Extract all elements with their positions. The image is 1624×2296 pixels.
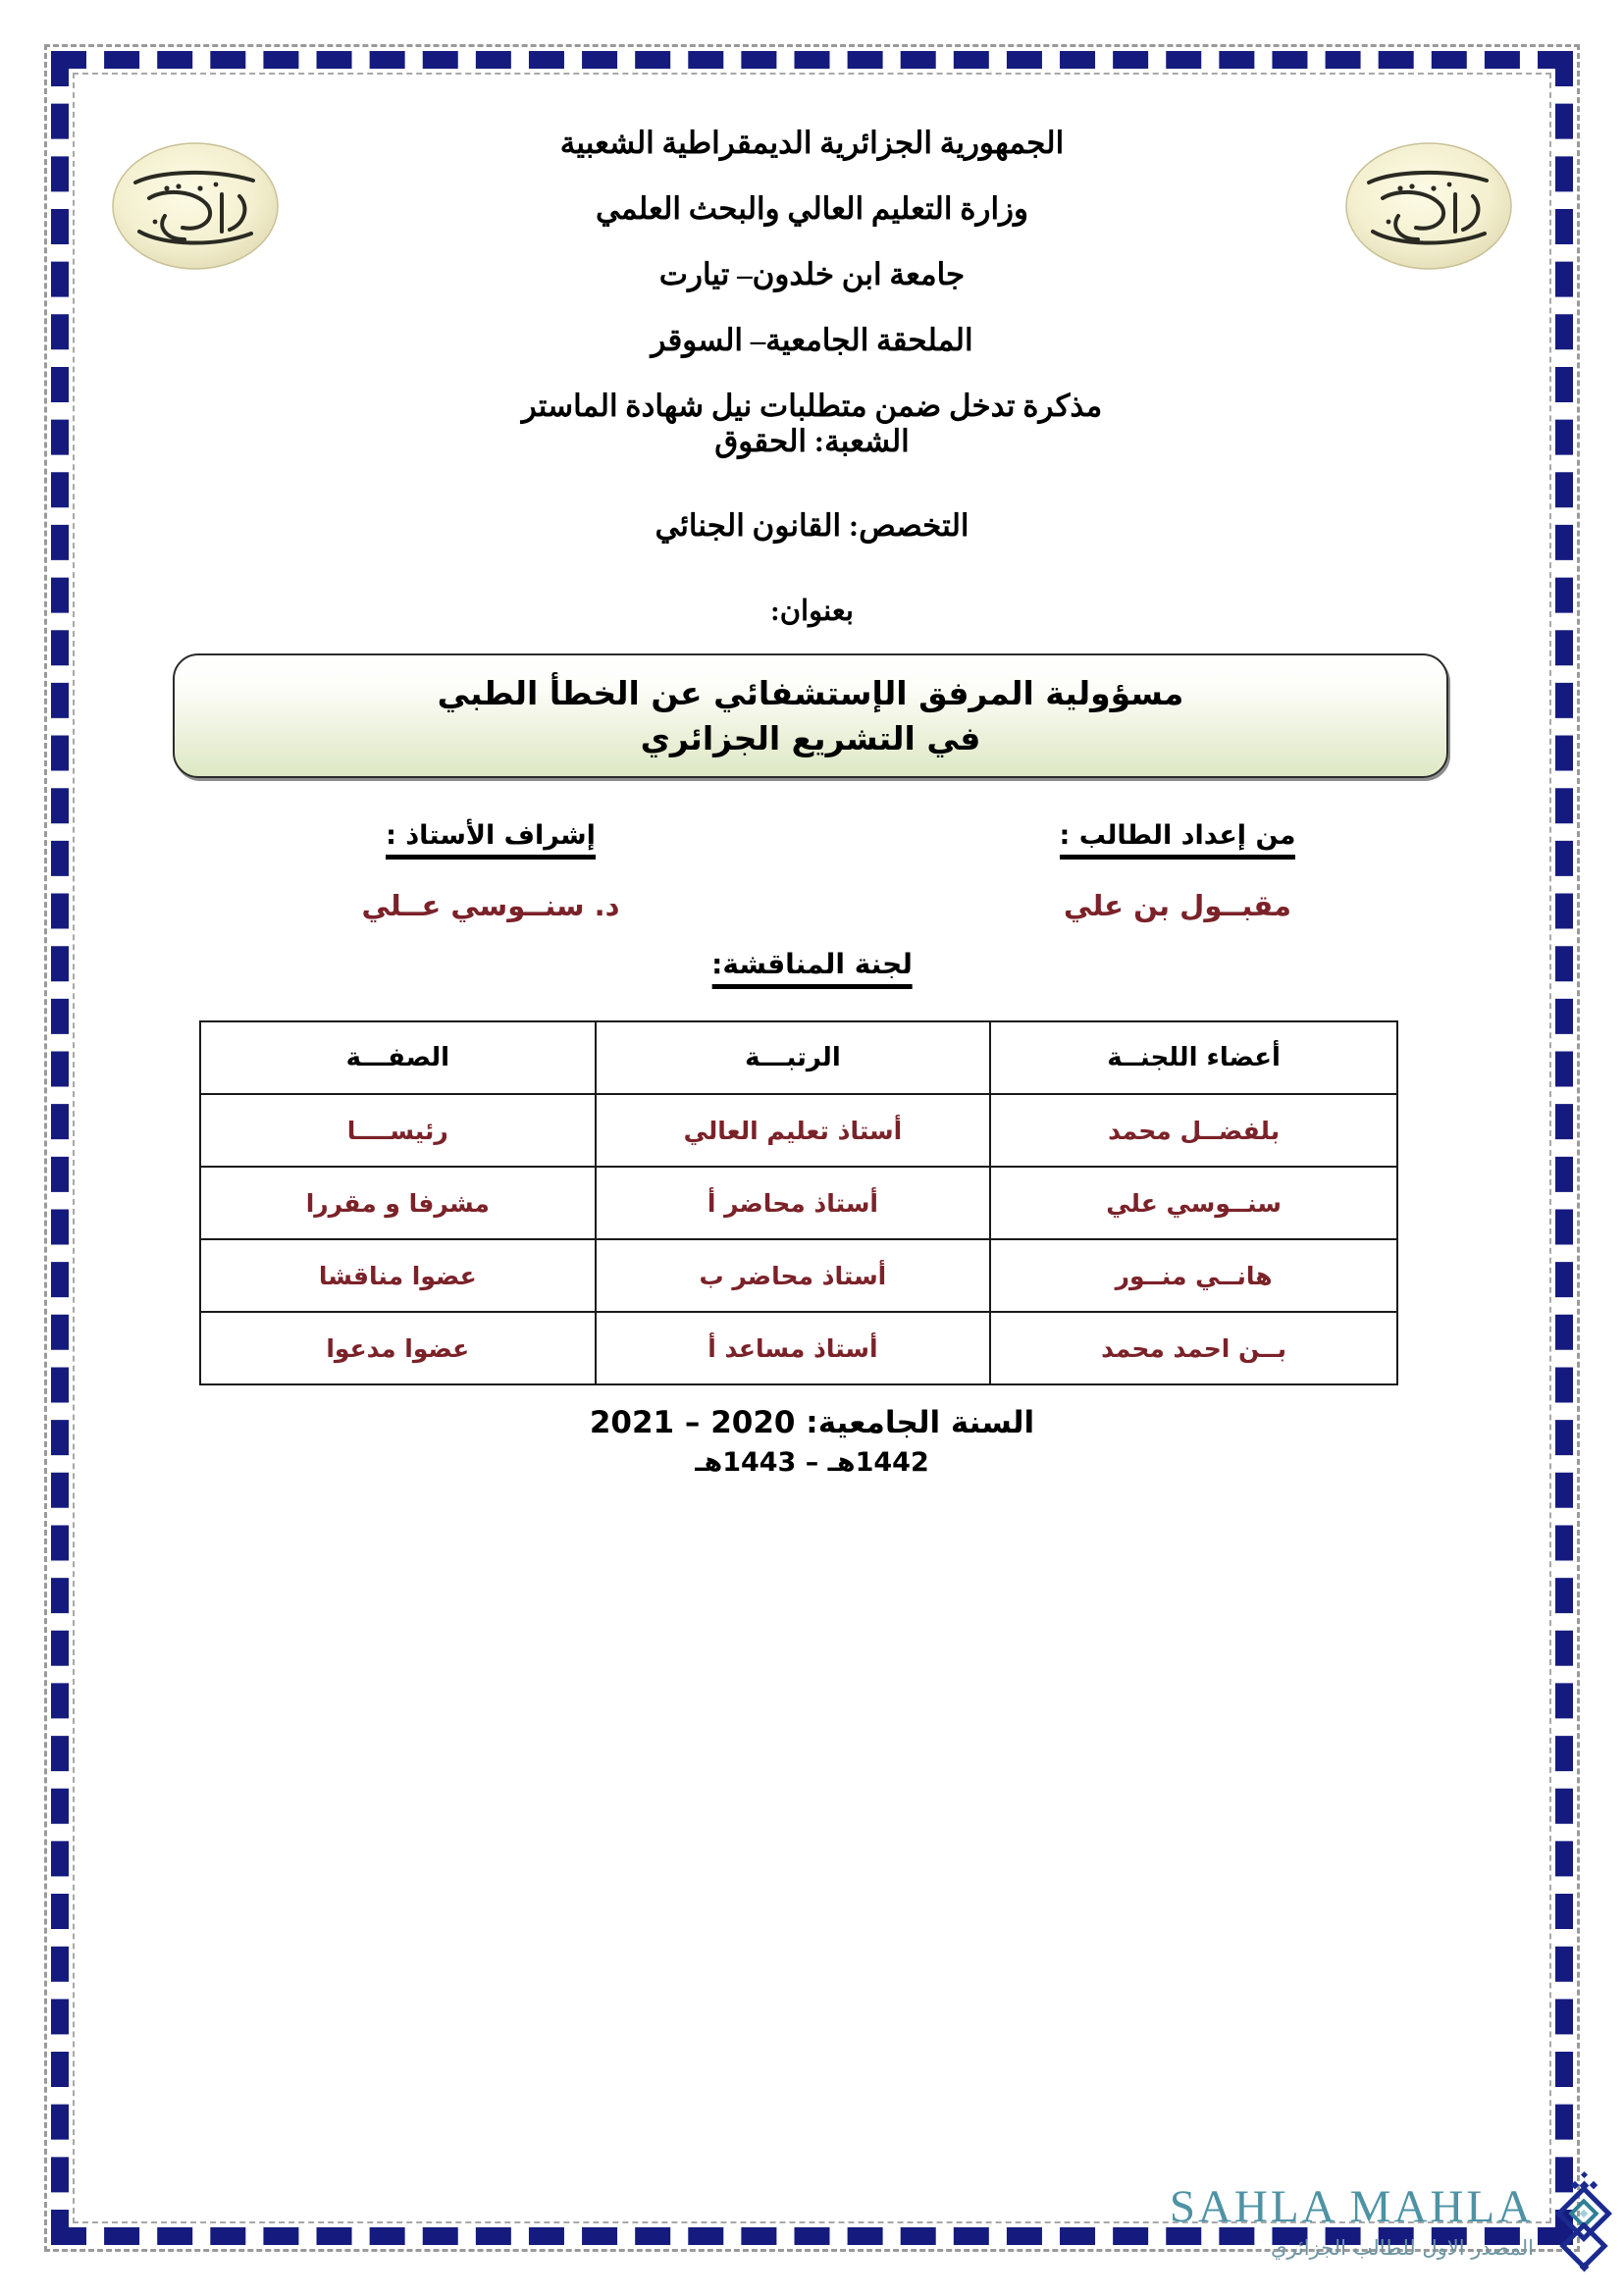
member-rank: أستاذ مساعد أ: [596, 1312, 991, 1384]
member-role: عضوا مناقشا: [200, 1239, 596, 1312]
table-header-row: [200, 1021, 1397, 1094]
header-line-university: جامعة ابن خلدون– تيارت: [658, 257, 966, 291]
watermark: [1170, 2170, 1620, 2272]
watermark-tagline: المصدر الاول للطالب الجزائري: [1270, 2235, 1534, 2260]
university-seal-logo-left: [106, 137, 285, 275]
university-seal-logo-right: [1339, 137, 1518, 275]
watermark-texts: [1169, 2180, 1534, 2260]
academic-year-block: [590, 1403, 1034, 1482]
committee-table: [199, 1020, 1398, 1385]
watermark-brand: SAHLA MAHLA: [1169, 2180, 1534, 2232]
specialization-line: التخصص: القانون الجنائي: [655, 508, 969, 543]
member-rank: أستاذ محاضر أ: [596, 1167, 991, 1239]
academic-year-gregorian: السنة الجامعية: 2020 – 2021: [589, 1405, 1035, 1440]
table-row: [200, 1312, 1397, 1384]
member-role: رئيســــا: [200, 1094, 596, 1167]
titled-by-label: بعنوان:: [770, 596, 854, 627]
supervisor-label: إشراف الأستاذ :: [386, 820, 596, 860]
table-row: [200, 1094, 1397, 1167]
thesis-title-line-1: مسؤولية المرفق الإستشفائي عن الخطأ الطبي: [437, 673, 1184, 712]
supervisor-block: [216, 820, 765, 922]
student-label: من إعداد الطالب :: [1060, 820, 1296, 860]
member-name: هانــي منــور: [990, 1239, 1397, 1312]
ornament-diamond-icon: [1547, 2170, 1620, 2272]
institution-header: [371, 128, 1254, 456]
header-line-republic: الجمهورية الجزائرية الديمقراطية الشعبية: [559, 126, 1065, 160]
member-role: عضوا مدعوا: [200, 1312, 596, 1384]
header-line-ministry: وزارة التعليم العالي والبحث العلمي: [596, 191, 1028, 226]
supervisor-name: د. سنــوسي عــلي: [361, 889, 620, 923]
academic-year-hijri: 1442هـ – 1443هـ: [695, 1446, 929, 1478]
branch-line: الشعبة: الحقوق: [714, 424, 910, 458]
column-header-members: أعضاء اللجنــة: [990, 1021, 1397, 1094]
committee-heading: لجنة المناقشة:: [711, 948, 913, 989]
column-header-role: الصفـــة: [200, 1021, 596, 1094]
member-name: بلفضــل محمد: [990, 1094, 1397, 1167]
student-block: [903, 820, 1452, 922]
member-rank: أستاذ محاضر ب: [596, 1239, 991, 1312]
member-rank: أستاذ تعليم العالي: [596, 1094, 991, 1167]
header-line-annex: الملحقة الجامعية– السوقر: [651, 323, 973, 357]
member-name: بــن احمد محمد: [990, 1312, 1397, 1384]
thesis-title-box: [173, 653, 1448, 778]
authorship-row: [128, 820, 1501, 958]
table-row: [200, 1167, 1397, 1239]
thesis-title-line-2: في التشريع الجزائري: [640, 718, 981, 757]
table-row: [200, 1239, 1397, 1312]
header-line-degree-statement: مذكرة تدخل ضمن متطلبات نيل شهادة الماستر: [521, 389, 1103, 423]
member-role: مشرفا و مقررا: [200, 1167, 596, 1239]
page-content: [88, 77, 1536, 2216]
student-name: مقبــول بن علي: [1064, 889, 1291, 923]
member-name: سنــوسي علي: [990, 1167, 1397, 1239]
column-header-rank: الرتبـــة: [596, 1021, 991, 1094]
